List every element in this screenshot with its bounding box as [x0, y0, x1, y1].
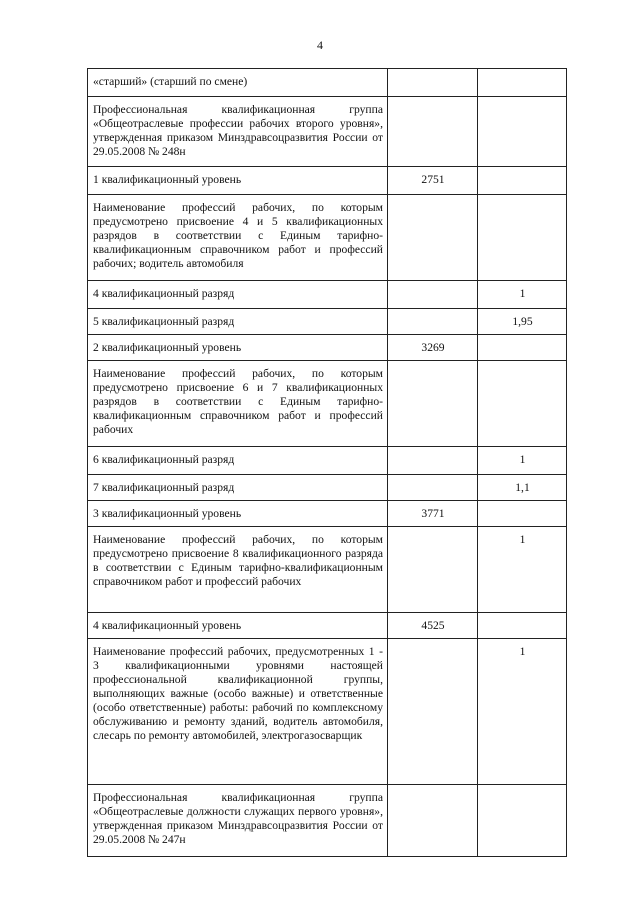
- row-coefficient: 1: [478, 639, 567, 785]
- row-name: Профессиональная квалификационная группа «Общеотраслевые должности служащих первого уровня», утвержденная приказом Минздравсоцразвития России от 29.05.2008 № 247н: [88, 785, 388, 857]
- row-salary: 3771: [388, 501, 478, 527]
- row-coefficient: [478, 97, 567, 167]
- row-name: Наименование профессий рабочих, предусмотренных 1 - 3 квалификационными уровнями настоящей профессиональной квалификационной группы, выполняющих важные (особо важные) и ответственные (особо ответственные) работы: рабочий по комплексному обслуживанию и ремонту зданий, водитель автомобиля, слесарь по ремонту автомобилей, электрогазосварщик: [88, 639, 388, 785]
- row-salary: 2751: [388, 167, 478, 195]
- row-salary: [388, 447, 478, 475]
- row-coefficient: [478, 195, 567, 281]
- table-row: [88, 447, 567, 475]
- row-coefficient: 1: [478, 281, 567, 309]
- row-salary: [388, 361, 478, 447]
- row-coefficient: [478, 167, 567, 195]
- row-coefficient: [478, 69, 567, 97]
- row-coefficient: [478, 335, 567, 361]
- row-name: 5 квалификационный разряд: [88, 309, 388, 335]
- row-name: Наименование профессий рабочих, по которым предусмотрено присвоение 8 квалификационного разряда в соответствии с Единым тарифно-квалификационным справочником работ и профессий рабочих: [88, 527, 388, 613]
- row-name: «старший» (старший по смене): [88, 69, 388, 97]
- row-salary: [388, 97, 478, 167]
- table-row: [88, 69, 567, 97]
- row-name: Профессиональная квалификационная группа «Общеотраслевые профессии рабочих второго уровня», утвержденная приказом Минздравсоцразвития России от 29.05.2008 № 248н: [88, 97, 388, 167]
- table-row: [88, 195, 567, 281]
- row-salary: [388, 785, 478, 857]
- row-coefficient: 1: [478, 447, 567, 475]
- row-salary: [388, 527, 478, 613]
- table-row: [88, 361, 567, 447]
- table-row: [88, 309, 567, 335]
- table-row: [88, 785, 567, 857]
- row-name: Наименование профессий рабочих, по которым предусмотрено присвоение 6 и 7 квалификационных разрядов в соответствии с Единым тарифно-квалификационным справочником работ и профессий рабочих: [88, 361, 388, 447]
- row-salary: [388, 475, 478, 501]
- qualification-table: [87, 68, 567, 857]
- row-coefficient: 1: [478, 527, 567, 613]
- row-coefficient: [478, 361, 567, 447]
- table-row: [88, 613, 567, 639]
- table-row: [88, 527, 567, 613]
- table-row: [88, 97, 567, 167]
- row-salary: [388, 281, 478, 309]
- row-name: 4 квалификационный уровень: [88, 613, 388, 639]
- table-row: [88, 639, 567, 785]
- row-salary: 3269: [388, 335, 478, 361]
- row-coefficient: [478, 613, 567, 639]
- row-name: 1 квалификационный уровень: [88, 167, 388, 195]
- row-salary: [388, 195, 478, 281]
- row-salary: [388, 639, 478, 785]
- table-row: [88, 335, 567, 361]
- row-salary: 4525: [388, 613, 478, 639]
- table-row: [88, 167, 567, 195]
- table-row: [88, 475, 567, 501]
- row-name: Наименование профессий рабочих, по которым предусмотрено присвоение 4 и 5 квалификационных разрядов в соответствии с Единым тарифно-квалификационным справочником работ и профессий рабочих; водитель автомобиля: [88, 195, 388, 281]
- row-name: 3 квалификационный уровень: [88, 501, 388, 527]
- table-row: [88, 501, 567, 527]
- row-name: 2 квалификационный уровень: [88, 335, 388, 361]
- page-number: 4: [317, 38, 323, 52]
- table-row: [88, 281, 567, 309]
- row-name: 7 квалификационный разряд: [88, 475, 388, 501]
- row-coefficient: [478, 785, 567, 857]
- row-name: 4 квалификационный разряд: [88, 281, 388, 309]
- row-salary: [388, 309, 478, 335]
- row-coefficient: 1,1: [478, 475, 567, 501]
- row-salary: [388, 69, 478, 97]
- row-name: 6 квалификационный разряд: [88, 447, 388, 475]
- row-coefficient: 1,95: [478, 309, 567, 335]
- row-coefficient: [478, 501, 567, 527]
